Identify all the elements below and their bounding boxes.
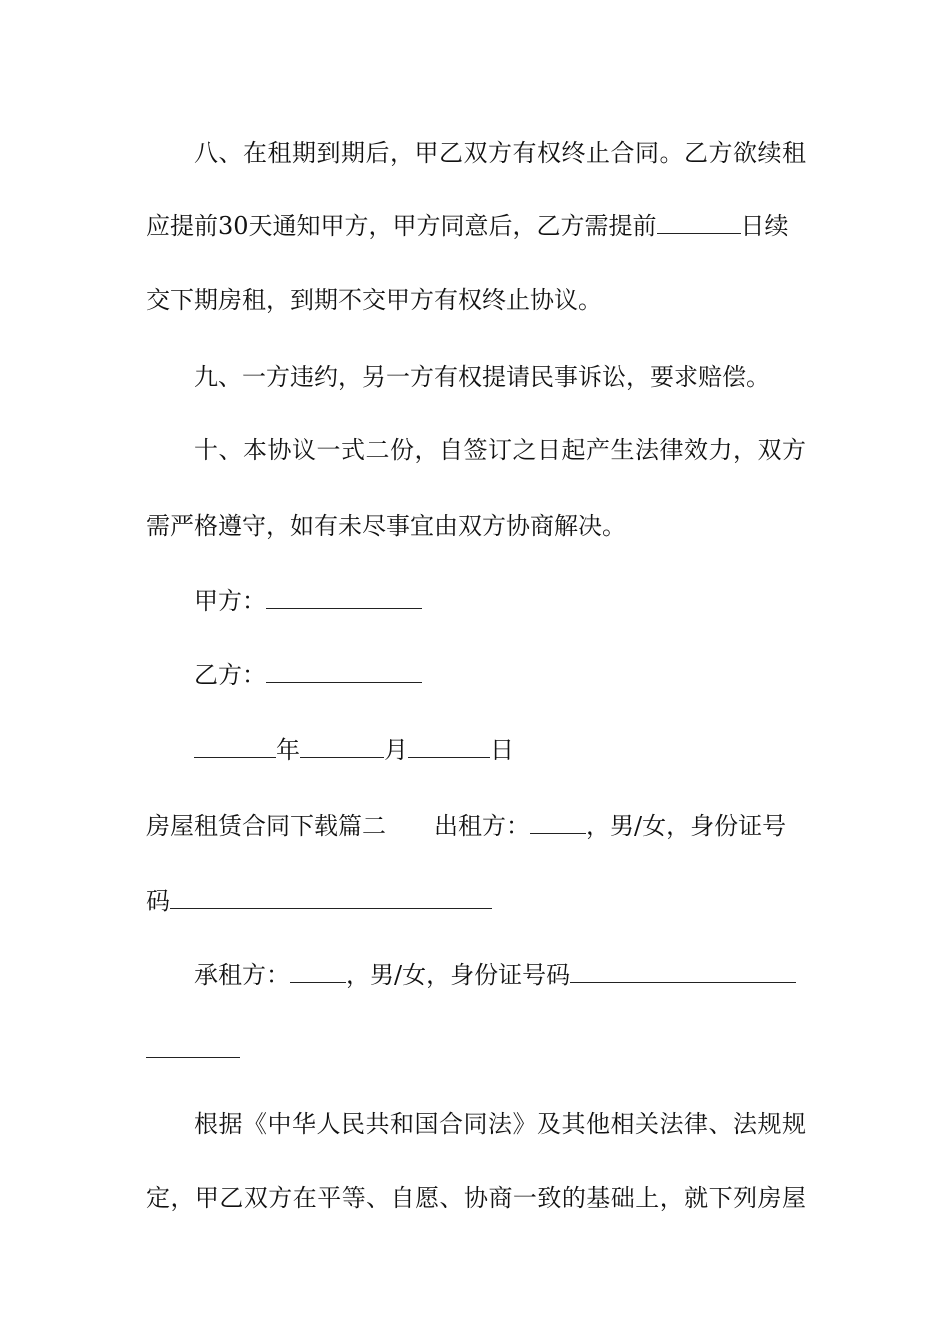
lessor-gender-text: ，男/女，身份证号	[586, 812, 787, 840]
clause-10-line-1: 十、本协议一式二份，自签订之日起产生法律效力，双方	[194, 436, 806, 464]
day-blank[interactable]	[408, 735, 490, 758]
lessee-id-blank-continued[interactable]	[146, 1035, 240, 1058]
advance-days-blank[interactable]	[657, 211, 741, 234]
clause-8-text-a: 应提前30天通知甲方，甲方同意后，乙方需提前	[146, 212, 657, 240]
lessee-line	[194, 960, 806, 990]
lessee-id-continuation	[146, 1035, 806, 1065]
clause-8-line-2	[146, 211, 806, 241]
day-label: 日	[490, 736, 514, 764]
clause-10-line-2: 需严格遵守，如有未尽事宜由双方协商解决。	[146, 512, 626, 540]
lessor-label: 出租方：	[434, 812, 530, 840]
lessee-label: 承租方：	[194, 961, 290, 989]
party-a-blank[interactable]	[266, 586, 422, 609]
lessee-id-blank[interactable]	[570, 960, 796, 983]
party-b-blank[interactable]	[266, 660, 422, 683]
party-b-label: 乙方：	[194, 661, 266, 689]
lessor-line	[146, 811, 806, 841]
party-b-signature	[194, 660, 806, 690]
party-a-label: 甲方：	[194, 587, 266, 615]
clause-8-line-3: 交下期房租，到期不交甲方有权终止协议。	[146, 286, 602, 314]
clause-8-line-1: 八、在租期到期后，甲乙双方有权终止合同。乙方欲续租	[194, 139, 806, 167]
month-label: 月	[384, 736, 408, 764]
basis-line-2: 定，甲乙双方在平等、自愿、协商一致的基础上，就下列房屋	[146, 1184, 806, 1212]
signing-date	[194, 735, 806, 765]
clause-8-text-b: 日续	[740, 212, 789, 240]
party-a-signature	[194, 586, 806, 616]
lessor-name-blank[interactable]	[530, 811, 586, 834]
lessor-id-blank[interactable]	[170, 886, 492, 909]
lessee-gender-text: ，男/女，身份证号码	[346, 961, 571, 989]
section-2-title: 房屋租赁合同下载篇二	[146, 812, 386, 840]
lessor-id-label: 码	[146, 887, 170, 915]
lessor-id-line	[146, 886, 806, 916]
month-blank[interactable]	[300, 735, 384, 758]
year-blank[interactable]	[194, 735, 276, 758]
lessee-name-blank[interactable]	[290, 960, 346, 983]
basis-line-1: 根据《中华人民共和国合同法》及其他相关法律、法规规	[194, 1110, 806, 1138]
clause-9: 九、一方违约，另一方有权提请民事诉讼，要求赔偿。	[194, 363, 770, 391]
year-label: 年	[276, 736, 300, 764]
